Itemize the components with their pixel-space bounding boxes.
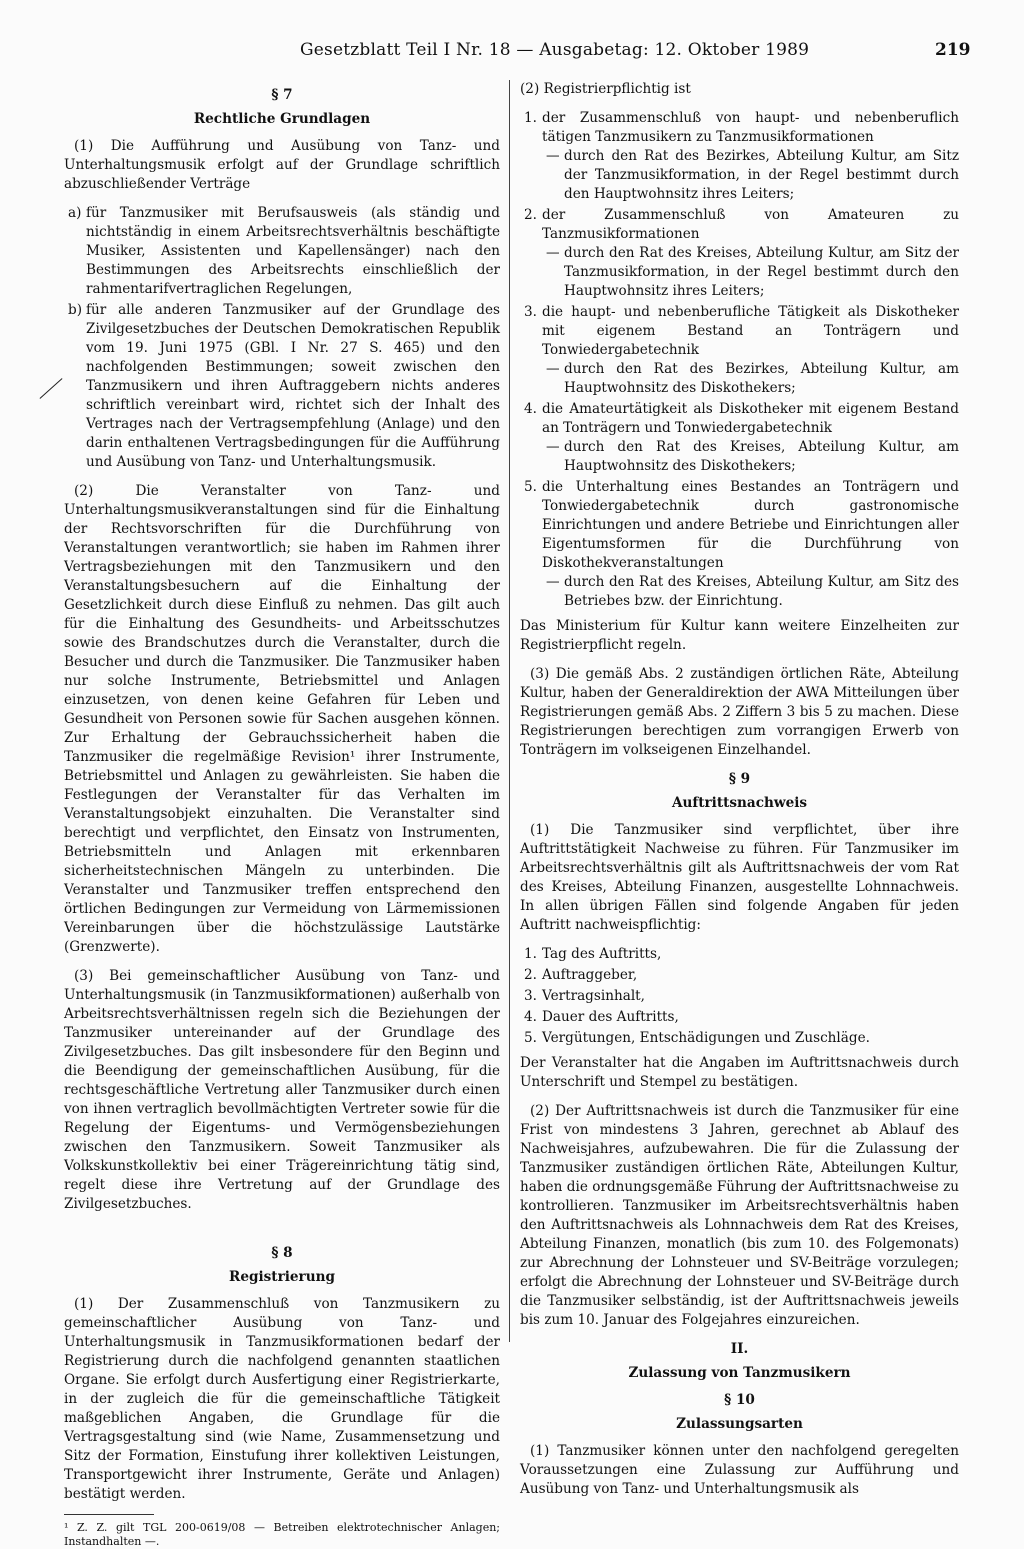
dash-mark: — xyxy=(546,439,560,455)
list-item-label: 5. xyxy=(524,479,537,495)
dash-item xyxy=(542,573,959,611)
section-9-number: § 9 xyxy=(728,771,751,787)
dash-item xyxy=(542,244,959,301)
list-item-label: 1. xyxy=(524,946,537,962)
list-item-text: Vergütungen, Entschädigungen und Zuschläge. xyxy=(542,1030,870,1046)
list-item xyxy=(64,301,500,472)
s9-para-1-end: Der Veranstalter hat die Angaben im Auftrittsnachweis durch Unterschrift und Stempel zu bestätigen. xyxy=(520,1055,959,1090)
dash-text: durch den Rat des Kreises, Abteilung Kultur, am Sitz des Betriebes bzw. der Einrichtung. xyxy=(564,574,959,609)
list-item xyxy=(520,109,959,204)
section-10-number: § 10 xyxy=(724,1392,755,1408)
list-item-label: b) xyxy=(68,302,83,318)
list-item-text: die Unterhaltung eines Bestandes an Tonträgern und Tonwiedergabetechnik durch gastronomische Einrichtungen und andere Betriebe und Einrichtungen aller Eigentumsformen für die Durchführung von Diskothekveranstaltungen xyxy=(542,479,959,571)
s7-para-1-intro: (1) Die Aufführung und Ausübung von Tanz- und Unterhaltungsmusik erfolgt auf der Grundlage schriftlich abzuschließender Verträge xyxy=(64,138,500,192)
dash-text: durch den Rat des Kreises, Abteilung Kultur, am Sitz der Tanzmusikformation, in der Regel bestimmt durch den Hauptwohnsitz ihres Leiters; xyxy=(564,245,959,299)
list-item xyxy=(520,478,959,611)
margin-pen-mark xyxy=(40,378,63,399)
s7-para-2: (2) Die Veranstalter von Tanz- und Unterhaltungsmusikveranstaltungen sind für die Einhaltung der Rechtsvorschriften für die Durchführung von Veranstaltungen verantwortlich; sie haben im Rahmen ihrer Vertragsbeziehungen mit den Tanzmusikern und den Veranstaltungsbesuchern auf die Einhaltung der Gesetzlichkeit durch diese Einfluß zu nehmen. Das gilt auch für die Einhaltung des Gesundheits- und Arbeitsschutzes sowie des Brandschutzes durch die Veranstalter, durch die Besucher und durch die Tanzmusiker. Die Tanzmusiker haben nur solche Instrumente, Betriebsmittel und Anlagen einzusetzen, von denen keine Gefahren für Leben und Gesundheit von Personen sowie für Sachen ausgehen können. Zur Erhaltung der Gebrauchssicherheit haben die Tanzmusiker die regelmäßige Revision¹ ihrer Instrumente, Betriebsmittel und Anlagen zu gewährleisten. Sie haben die Festlegungen der Veranstalter für das Verhalten im Veranstaltungsobjekt einzuhalten. Die Veranstalter sind berechtigt und verpflichtet, den Einsatz von Instrumenten, Betriebsmitteln und Anlagen mit erkennbaren sicherheitstechnischen Mängeln zu unterbinden. Die Veranstalter und Tanzmusiker treffen entsprechend den örtlichen Bedingungen zur Vermeidung von Lärmemissionen Vereinbarungen über die höchstzulässige Lautstärke (Grenzwerte). xyxy=(64,483,500,955)
s7-para-3: (3) Bei gemeinschaftlicher Ausübung von Tanz- und Unterhaltungsmusik (in Tanzmusikformationen) außerhalb von Arbeitsrechtsverhältnissen regeln sich die Beziehungen der Tanzmusiker untereinander auf der Grundlage des Zivilgesetzbuches. Das gilt insbesondere für den Beginn und die Beendigung der gemeinschaftlichen Ausübung, für die rechtsgeschäftliche Vertretung aller Tanzmusiker durch einen von ihnen vertraglich bevollmächtigten Vertreter sowie für die Regelung der Eigentums- und Vermögensbeziehungen zwischen den Tanzmusikern. Soweit Tanzmusiker als Volkskunstkollektiv bei einer Trägereinrichtung tätig sind, regelt diese ihre Vertretung auf der Grundlage des Zivilgesetzbuches. xyxy=(64,968,500,1212)
section-7-number: § 7 xyxy=(271,87,293,103)
list-item-text: Auftraggeber, xyxy=(542,967,638,983)
list-item-label: 3. xyxy=(524,988,537,1004)
list-item-text: die haupt- und nebenberufliche Tätigkeit als Diskotheker mit eigenem Bestand an Tonträgern und Tonwiedergabetechnik xyxy=(542,304,959,358)
list-item xyxy=(520,987,959,1006)
dash-text: durch den Rat des Kreises, Abteilung Kultur, am Hauptwohnsitz des Diskothekers; xyxy=(564,439,959,474)
section-8-number: § 8 xyxy=(271,1245,293,1261)
s8-para-3: (3) Die gemäß Abs. 2 zuständigen örtlichen Räte, Abteilung Kultur, haben der Generaldirektion der AWA Mitteilungen über Registrierungen gemäß Abs. 2 Ziffern 3 bis 5 zu machen. Diese Registrierungen berechtigen zum vorrangigen Erwerb von Tonträgern im volkseigenen Einzelhandel. xyxy=(520,666,959,758)
list-item-text: für Tanzmusiker mit Berufsausweis (als ständig und nichtständig in einem Arbeitsrechtsverhältnis beschäftigte Musiker, Assistenten und Kapellensänger) nach den Bestimmungen des Arbeitsrechts einschließlich der rahmentarifvertraglichen Regelungen, xyxy=(86,205,500,297)
list-item xyxy=(520,966,959,985)
dash-mark: — xyxy=(546,361,560,377)
column-divider xyxy=(509,80,510,1342)
list-item-text: der Zusammenschluß von Amateuren zu Tanzmusikformationen xyxy=(542,207,959,242)
list-item xyxy=(64,204,500,299)
s10-para-1: (1) Tanzmusiker können unter den nachfolgend geregelten Voraussetzungen eine Zulassung zur Aufführung und Ausübung von Tanz- und Unterhaltungsmusik als xyxy=(520,1443,959,1497)
dash-item xyxy=(542,438,959,476)
section-10-title: Zulassungsarten xyxy=(676,1416,803,1432)
section-9-title: Auftrittsnachweis xyxy=(671,795,808,811)
dash-mark: — xyxy=(546,245,560,261)
footnote-rule xyxy=(64,1514,154,1515)
dash-text: durch den Rat des Bezirkes, Abteilung Kultur, am Hauptwohnsitz des Diskothekers; xyxy=(564,361,959,396)
list-item xyxy=(520,1008,959,1027)
list-item-text: Dauer des Auftritts, xyxy=(542,1009,679,1025)
s9-para-1: (1) Die Tanzmusiker sind verpflichtet, über ihre Auftrittstätigkeit Nachweise zu führen. Für Tanzmusiker im Arbeitsrechtsverhältnis gilt als Auftrittsnachweis der vom Rat des Kreises, Abteilung Finanzen, ausgestellte Lohnnachweis. In allen übrigen Fällen sind folgende Angaben für jeden Auftritt nachweispflichtig: xyxy=(520,822,959,933)
registration-list xyxy=(520,109,959,611)
list-item-label: 4. xyxy=(524,401,537,417)
dash-mark: — xyxy=(546,148,560,164)
section-8-title: Registrierung xyxy=(229,1269,335,1285)
list-item-label: 2. xyxy=(524,967,537,983)
list-item-label: 2. xyxy=(524,207,537,223)
left-column xyxy=(64,80,500,1549)
dash-mark: — xyxy=(546,574,560,590)
list-item-label: 1. xyxy=(524,110,537,126)
list-item-label: a) xyxy=(68,205,82,221)
s8-para-2-end: Das Ministerium für Kultur kann weitere Einzelheiten zur Registrierpflicht regeln. xyxy=(520,618,959,653)
footnote: ¹ Z. Z. gilt TGL 200-0619/08 — Betreiben elektrotechnischer Anlagen; Instandhalten —. xyxy=(64,1521,500,1548)
page-header xyxy=(0,0,1024,62)
list-item-label: 4. xyxy=(524,1009,537,1025)
list-item-text: für alle anderen Tanzmusiker auf der Grundlage des Zivilgesetzbuches der Deutschen Demokratischen Republik vom 19. Juni 1975 (GBl. I Nr. 27 S. 465) und den nachfolgenden Bestimmungen; soweit zwischen den Tanzmusikern und ihren Auftraggebern nichts anderes schriftlich vereinbart wird, richtet sich der Inhalt des Vertrages nach der Vertragsempfehlung (Anlage) und den darin enthaltenen Vertragsbedingungen für die Aufführung und Ausübung von Tanz- und Unterhaltungsmusik. xyxy=(86,302,500,470)
page-number: 219 xyxy=(935,40,971,60)
header-title: Gesetzblatt Teil I Nr. 18 — Ausgabetag: 12. Oktober 1989 xyxy=(300,40,810,60)
section-7-title: Rechtliche Grundlagen xyxy=(193,111,371,127)
list-item-label: 3. xyxy=(524,304,537,320)
list-item xyxy=(520,1029,959,1048)
list-item-text: Vertragsinhalt, xyxy=(542,988,645,1004)
list-item-text: die Amateurtätigkeit als Diskotheker mit eigenem Bestand an Tonträgern und Tonwiedergabetechnik xyxy=(542,401,959,436)
dash-text: durch den Rat des Bezirkes, Abteilung Kultur, am Sitz der Tanzmusikformation, in der Regel bestimmt durch den Hauptwohnsitz ihres Leiters; xyxy=(564,148,959,202)
s9-list xyxy=(520,945,959,1048)
list-item xyxy=(520,303,959,398)
right-column xyxy=(520,80,959,1509)
list-item-text: Tag des Auftritts, xyxy=(542,946,662,962)
list-item xyxy=(520,206,959,301)
part-title: Zulassung von Tanzmusikern xyxy=(628,1365,851,1381)
list-item-text: der Zusammenschluß von haupt- und nebenberuflich tätigen Tanzmusikern zu Tanzmusikformationen xyxy=(542,110,959,145)
s8-para-2-intro: (2) Registrierpflichtig ist xyxy=(520,81,691,97)
s8-para-1: (1) Der Zusammenschluß von Tanzmusikern zu gemeinschaftlicher Ausübung von Tanz- und Unterhaltungsmusik in Tanzmusikformationen bedarf der Registrierung durch die nachfolgend genannten staatlichen Organe. Sie erfolgt durch Ausfertigung einer Registrierkarte, in der zugleich die für die gemeinschaftliche Tätigkeit maßgeblichen Angaben, die Grundlage für die Vertragsgestaltung sind (wie Name, Zusammensetzung und Sitz der Formation, Einstufung ihrer kollektiven Leistungen, Transportgewicht ihrer Instrumente, Geräte und Anlagen) bestätigt werden. xyxy=(64,1296,500,1502)
dash-item xyxy=(542,147,959,204)
list-item xyxy=(520,945,959,964)
s9-para-2: (2) Der Auftrittsnachweis ist durch die Tanzmusiker für eine Frist von mindestens 3 Jahren, gerechnet ab Ablauf des Nachweisjahres, aufzubewahren. Die für die Zulassung der Tanzmusiker zuständigen örtlichen Räte, Abteilungen Kultur, haben die ordnungsgemäße Führung der Auftrittsnachweise zu kontrollieren. Tanzmusiker im Arbeitsrechtsverhältnis haben den Auftrittsnachweis als Lohnnachweis dem Rat des Kreises, Abteilung Finanzen, monatlich (bis zum 10. des Folgemonats) zur Abrechnung der Lohnsteuer und SV-Beiträge vorzulegen; erfolgt die Abrechnung der Lohnsteuer und SV-Beiträge durch die Tanzmusiker selbständig, ist der Auftrittsnachweis jeweils bis zum 10. Januar des Folgejahres einzureichen. xyxy=(520,1103,959,1328)
list-item xyxy=(520,400,959,476)
dash-item xyxy=(542,360,959,398)
s7-para-1-list xyxy=(64,204,500,472)
part-number: II. xyxy=(730,1341,749,1357)
list-item-label: 5. xyxy=(524,1030,537,1046)
